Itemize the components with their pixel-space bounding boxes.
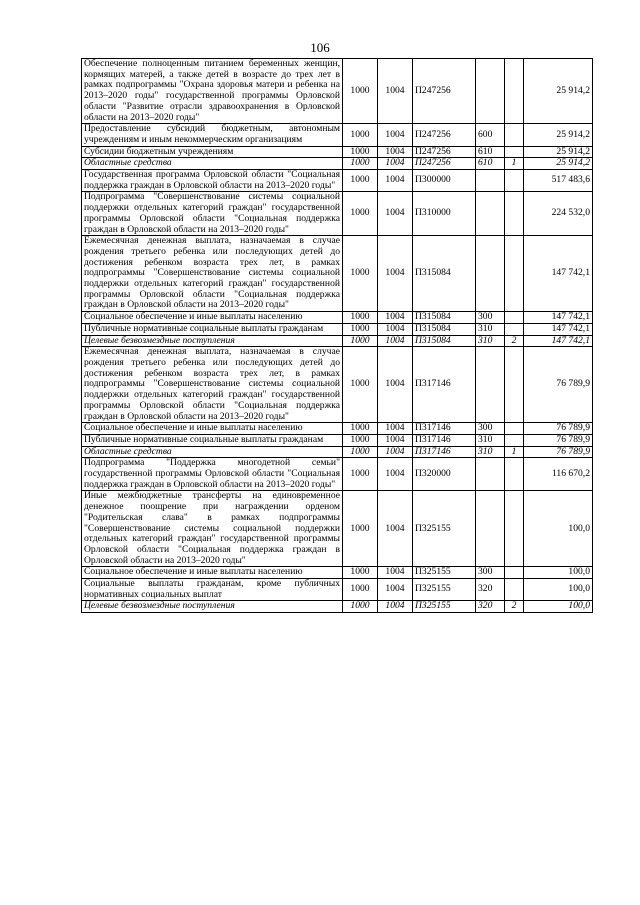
table-row (82, 146, 593, 158)
row-name-cell: Целевые безвозмездные поступления (82, 601, 343, 613)
amount-cell: 224 532,0 (524, 192, 593, 236)
subsection-code-cell: 1004 (378, 323, 413, 335)
section-code-cell: 1000 (343, 236, 378, 312)
table-row (82, 434, 593, 446)
funding-source-cell (505, 347, 524, 423)
row-name-cell: Целевые безвозмездные поступления (82, 335, 343, 347)
amount-cell: 76 789,9 (524, 347, 593, 423)
budget-table-body (82, 59, 593, 613)
row-name-cell: Ежемесячная денежная выплата, назначаемая в случае рождения третьего ребенка или последующих детей до достижения ребенком возраста трех лет, в рамках подпрограммы "Совершенствование системы социальной поддержки отдельных категорий граждан" государственной программы Орловской области "Социальная поддержка граждан в Орловской области на 2013–2020 годы" (82, 236, 343, 312)
amount-cell: 517 483,6 (524, 170, 593, 192)
target-article-cell: П317146 (413, 423, 476, 435)
expense-type-cell (476, 192, 505, 236)
table-row (82, 423, 593, 435)
expense-type-cell (476, 347, 505, 423)
funding-source-cell (505, 567, 524, 579)
expense-type-cell: 310 (476, 323, 505, 335)
section-code-cell: 1000 (343, 146, 378, 158)
amount-cell: 116 670,2 (524, 458, 593, 491)
row-name-cell: Предоставление субсидий бюджетным, автономным учреждениям и иным некоммерческим организациям (82, 124, 343, 146)
amount-cell: 100,0 (524, 601, 593, 613)
subsection-code-cell: 1004 (378, 236, 413, 312)
funding-source-cell (505, 434, 524, 446)
subsection-code-cell: 1004 (378, 146, 413, 158)
row-name-cell: Публичные нормативные социальные выплаты гражданам (82, 434, 343, 446)
subsection-code-cell: 1004 (378, 579, 413, 601)
subsection-code-cell: 1004 (378, 170, 413, 192)
target-article-cell: П247256 (413, 124, 476, 146)
section-code-cell: 1000 (343, 491, 378, 567)
funding-source-cell (505, 124, 524, 146)
expense-type-cell (476, 491, 505, 567)
subsection-code-cell: 1004 (378, 601, 413, 613)
table-row (82, 192, 593, 236)
row-name-cell: Социальное обеспечение и иные выплаты населению (82, 567, 343, 579)
row-name-cell: Ежемесячная денежная выплата, назначаемая в случае рождения третьего ребенка или последующих детей до достижения ребенком возраста трех лет, в рамках подпрограммы "Совершенствование системы социальной поддержки отдельных категорий граждан" государственной программы Орловской области "Социальная поддержка граждан в Орловской области на 2013–2020 годы" (82, 347, 343, 423)
table-row (82, 347, 593, 423)
subsection-code-cell: 1004 (378, 347, 413, 423)
table-row (82, 323, 593, 335)
table-row (82, 335, 593, 347)
funding-source-cell (505, 579, 524, 601)
amount-cell: 25 914,2 (524, 124, 593, 146)
amount-cell: 100,0 (524, 567, 593, 579)
table-row (82, 601, 593, 613)
section-code-cell: 1000 (343, 567, 378, 579)
row-name-cell: Государственная программа Орловской области "Социальная поддержка граждан в Орловской области на 2013–2020 годы" (82, 170, 343, 192)
section-code-cell: 1000 (343, 347, 378, 423)
amount-cell: 76 789,9 (524, 434, 593, 446)
expense-type-cell: 310 (476, 434, 505, 446)
amount-cell: 147 742,1 (524, 312, 593, 324)
expense-type-cell (476, 236, 505, 312)
amount-cell: 25 914,2 (524, 146, 593, 158)
amount-cell: 76 789,9 (524, 423, 593, 435)
funding-source-cell: 2 (505, 601, 524, 613)
table-row (82, 312, 593, 324)
subsection-code-cell: 1004 (378, 446, 413, 458)
section-code-cell: 1000 (343, 335, 378, 347)
row-name-cell: Социальное обеспечение и иные выплаты населению (82, 312, 343, 324)
subsection-code-cell: 1004 (378, 423, 413, 435)
expense-type-cell: 310 (476, 335, 505, 347)
section-code-cell: 1000 (343, 423, 378, 435)
target-article-cell: П247256 (413, 158, 476, 170)
section-code-cell: 1000 (343, 124, 378, 146)
expense-type-cell: 610 (476, 146, 505, 158)
table-row (82, 170, 593, 192)
row-name-cell: Подпрограмма "Поддержка многодетной семьи" государственной программы Орловской области "Социальная поддержка граждан в Орловской области на 2013–2020 годы" (82, 458, 343, 491)
section-code-cell: 1000 (343, 312, 378, 324)
row-name-cell: Подпрограмма "Совершенствование системы социальной поддержки отдельных категорий граждан" государственной программы Орловской области "Социальная поддержка граждан в Орловской области на 2013–2020 годы" (82, 192, 343, 236)
subsection-code-cell: 1004 (378, 59, 413, 124)
target-article-cell: П317146 (413, 434, 476, 446)
section-code-cell: 1000 (343, 170, 378, 192)
target-article-cell: П247256 (413, 146, 476, 158)
amount-cell: 76 789,9 (524, 446, 593, 458)
target-article-cell: П325155 (413, 491, 476, 567)
section-code-cell: 1000 (343, 601, 378, 613)
target-article-cell: П300000 (413, 170, 476, 192)
funding-source-cell (505, 236, 524, 312)
target-article-cell: П317146 (413, 347, 476, 423)
target-article-cell: П315084 (413, 236, 476, 312)
table-row (82, 491, 593, 567)
table-row (82, 158, 593, 170)
row-name-cell: Обеспечение полноценным питанием беременных женщин, кормящих матерей, а также детей в возрасте до трех лет в рамках подпрограммы "Охрана здоровья матери и ребенка на 2013–2020 годы" государственной программы Орловской области "Развитие отрасли здравоохранения в Орловской области на 2013–2020 годы" (82, 59, 343, 124)
expense-type-cell: 310 (476, 446, 505, 458)
section-code-cell: 1000 (343, 192, 378, 236)
section-code-cell: 1000 (343, 59, 378, 124)
expense-type-cell (476, 458, 505, 491)
funding-source-cell (505, 458, 524, 491)
funding-source-cell: 1 (505, 158, 524, 170)
funding-source-cell (505, 59, 524, 124)
section-code-cell: 1000 (343, 434, 378, 446)
table-row (82, 458, 593, 491)
funding-source-cell (505, 146, 524, 158)
subsection-code-cell: 1004 (378, 567, 413, 579)
amount-cell: 100,0 (524, 579, 593, 601)
row-name-cell: Субсидии бюджетным учреждениям (82, 146, 343, 158)
table-row (82, 124, 593, 146)
expense-type-cell: 300 (476, 567, 505, 579)
funding-source-cell (505, 312, 524, 324)
funding-source-cell: 2 (505, 335, 524, 347)
expense-type-cell (476, 170, 505, 192)
subsection-code-cell: 1004 (378, 434, 413, 446)
table-row (82, 236, 593, 312)
amount-cell: 147 742,1 (524, 236, 593, 312)
amount-cell: 100,0 (524, 491, 593, 567)
expense-type-cell: 320 (476, 579, 505, 601)
expense-type-cell: 610 (476, 158, 505, 170)
expense-type-cell: 300 (476, 312, 505, 324)
row-name-cell: Социальные выплаты гражданам, кроме публичных нормативных социальных выплат (82, 579, 343, 601)
expense-type-cell: 300 (476, 423, 505, 435)
subsection-code-cell: 1004 (378, 192, 413, 236)
target-article-cell: П315084 (413, 312, 476, 324)
row-name-cell: Областные средства (82, 158, 343, 170)
row-name-cell: Социальное обеспечение и иные выплаты населению (82, 423, 343, 435)
subsection-code-cell: 1004 (378, 335, 413, 347)
row-name-cell: Иные межбюджетные трансферты на единовременное денежное поощрение при награждении орденом "Родительская слава" в рамках подпрограммы "Совершенствование системы социальной поддержки отдельных категорий граждан" государственной программы Орловской области "Социальная поддержка граждан в Орловской области на 2013–2020 годы" (82, 491, 343, 567)
amount-cell: 147 742,1 (524, 335, 593, 347)
table-row (82, 59, 593, 124)
budget-table (81, 58, 593, 613)
target-article-cell: П315084 (413, 335, 476, 347)
funding-source-cell (505, 423, 524, 435)
table-row (82, 446, 593, 458)
funding-source-cell (505, 491, 524, 567)
expense-type-cell: 600 (476, 124, 505, 146)
subsection-code-cell: 1004 (378, 312, 413, 324)
amount-cell: 25 914,2 (524, 158, 593, 170)
section-code-cell: 1000 (343, 158, 378, 170)
target-article-cell: П325155 (413, 579, 476, 601)
target-article-cell: П315084 (413, 323, 476, 335)
section-code-cell: 1000 (343, 323, 378, 335)
table-row (82, 579, 593, 601)
row-name-cell: Публичные нормативные социальные выплаты гражданам (82, 323, 343, 335)
funding-source-cell (505, 323, 524, 335)
target-article-cell: П247256 (413, 59, 476, 124)
section-code-cell: 1000 (343, 458, 378, 491)
target-article-cell: П325155 (413, 567, 476, 579)
table-row (82, 567, 593, 579)
subsection-code-cell: 1004 (378, 158, 413, 170)
target-article-cell: П317146 (413, 446, 476, 458)
section-code-cell: 1000 (343, 579, 378, 601)
target-article-cell: П310000 (413, 192, 476, 236)
subsection-code-cell: 1004 (378, 491, 413, 567)
subsection-code-cell: 1004 (378, 124, 413, 146)
expense-type-cell (476, 59, 505, 124)
amount-cell: 25 914,2 (524, 59, 593, 124)
section-code-cell: 1000 (343, 446, 378, 458)
target-article-cell: П320000 (413, 458, 476, 491)
row-name-cell: Областные средства (82, 446, 343, 458)
funding-source-cell (505, 192, 524, 236)
target-article-cell: П325155 (413, 601, 476, 613)
amount-cell: 147 742,1 (524, 323, 593, 335)
expense-type-cell: 320 (476, 601, 505, 613)
subsection-code-cell: 1004 (378, 458, 413, 491)
funding-source-cell (505, 170, 524, 192)
funding-source-cell: 1 (505, 446, 524, 458)
page-number: 106 (310, 40, 330, 55)
